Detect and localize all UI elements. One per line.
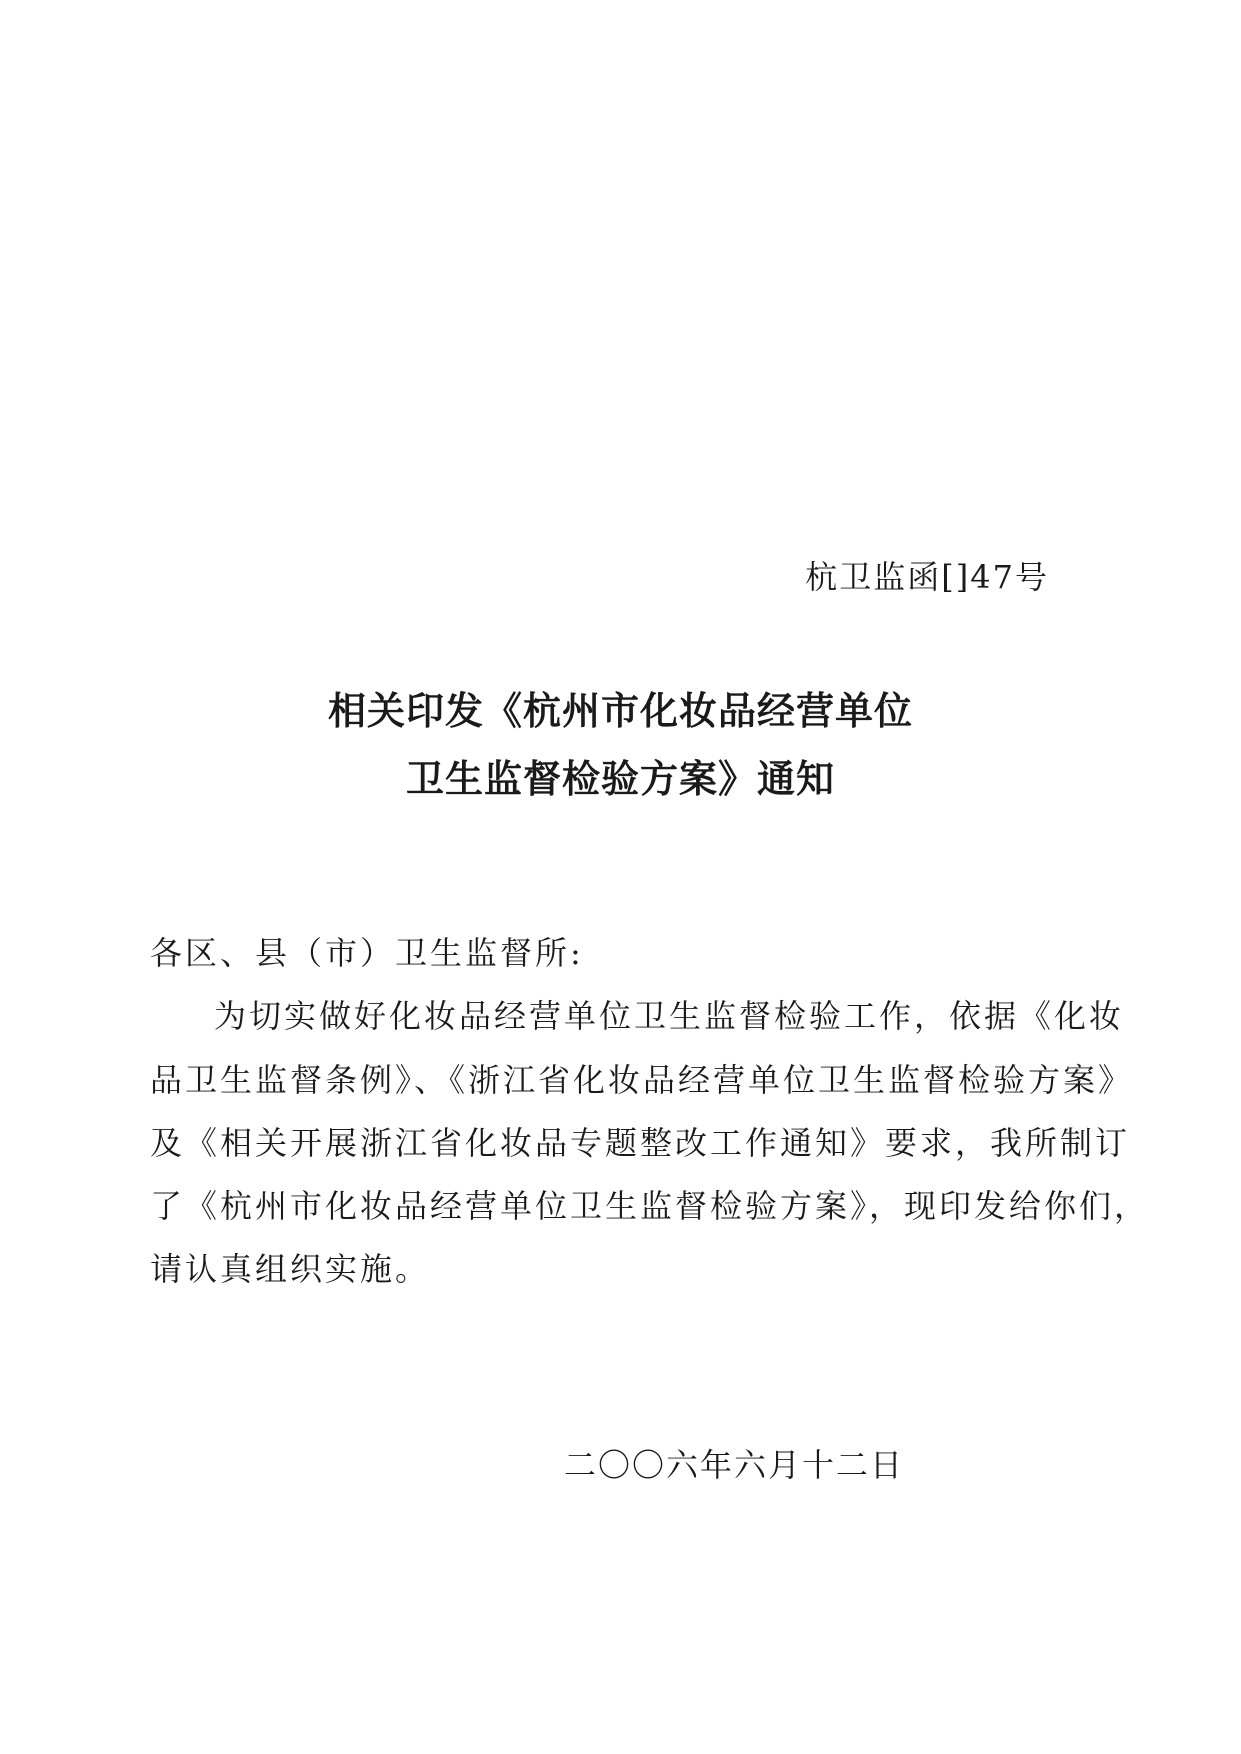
body-paragraph-line-3: 及《相关开展浙江省化妆品专题整改工作通知》要求，我所制订 — [150, 1124, 1131, 1162]
document-title-line-1: 相关印发《杭州市化妆品经营单位 — [327, 689, 913, 733]
document-date: 二〇〇六年六月十二日 — [564, 1446, 905, 1484]
addressee: 各区、县（市）卫生监督所: — [150, 934, 584, 972]
body-paragraph-line-2: 品卫生监督条例》、《浙江省化妆品经营单位卫生监督检验方案》 — [150, 1061, 1134, 1099]
body-paragraph-line-1: 为切实做好化妆品经营单位卫生监督检验工作，依据《化妆 — [214, 997, 1125, 1035]
body-paragraph-line-5: 请认真组织实施。 — [150, 1250, 431, 1288]
document-title-line-2: 卫生监督检验方案》通知 — [405, 757, 835, 801]
body-paragraph-line-4: 了《杭州市化妆品经营单位卫生监督检验方案》，现印发给你们， — [150, 1187, 1150, 1225]
document-number: 杭卫监函[]47号 — [805, 558, 1049, 596]
